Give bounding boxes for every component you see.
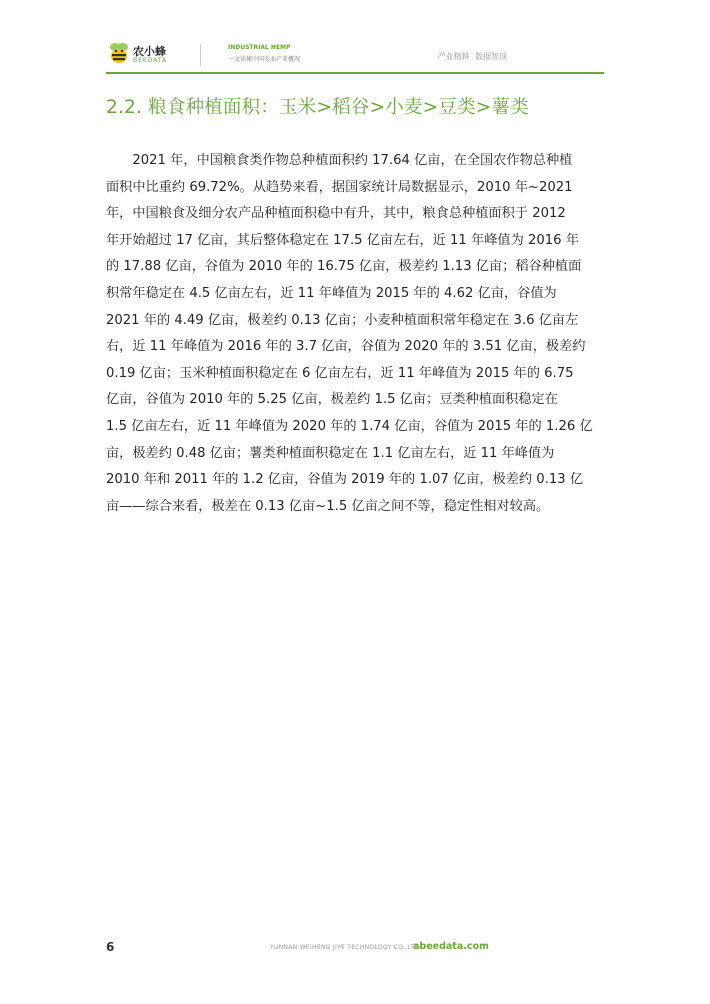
paragraph-line: 面积中比重约 69.72%。从趋势来看，据国家统计局数据显示，2010 年~2021 — [106, 179, 573, 195]
footer-website-link[interactable]: abeedata.com — [413, 941, 489, 952]
page-header — [0, 0, 710, 80]
logo-chinese-name: 农小蜂 — [133, 45, 166, 58]
paragraph-line: 年开始超过 17 亿亩，其后整体稳定在 17.5 亿亩左右，近 11 年峰值为 2016 年 — [106, 232, 579, 248]
footer-company-name: YUNNAN WEIHENG JIYE TECHNOLOGY CO.,LTD. — [270, 944, 422, 951]
paragraph-line: 年，中国粮食及细分农产品种植面积稳中有升，其中，粮食总种植面积于 2012 — [106, 206, 566, 222]
section-title: 2.2. 粮食种植面积：玉米>稻谷>小麦>豆类>薯类 — [106, 97, 529, 118]
paragraph-line: 0.19 亿亩；玉米种植面积稳定在 6 亿亩左右，近 11 年峰值为 2015 年的 6.75 — [106, 365, 574, 381]
paragraph-line: 2021 年的 4.49 亿亩，极差约 0.13 亿亩；小麦种植面积常年稳定在 3.6 亿亩左 — [106, 312, 579, 328]
body-paragraph — [106, 148, 606, 520]
page-footer — [0, 940, 710, 970]
header-report-subtitle: 一文读懂中国农业产业概况 — [228, 56, 301, 63]
paragraph-line: 的 17.88 亿亩，谷值为 2010 年的 16.75 亿亩，极差约 1.13 亿亩；稻谷种植面 — [106, 259, 582, 275]
page-number: 6 — [106, 940, 115, 954]
logo-english-name: BEEDATA — [133, 57, 168, 64]
header-divider — [200, 44, 201, 66]
paragraph-line: 积常年稳定在 4.5 亿亩左右，近 11 年峰值为 2015 年的 4.62 亿亩，谷值为 — [106, 285, 557, 301]
paragraph-line: 1.5 亿亩左右，近 11 年峰值为 2020 年的 1.74 亿亩，谷值为 2015 年的 1.26 亿 — [106, 418, 593, 434]
header-rule — [106, 72, 604, 74]
beedata-logo — [106, 40, 186, 70]
header-slogan: 产业精耕 数据智现 — [437, 52, 507, 61]
paragraph-line: 亩，极差约 0.48 亿亩；薯类种植面积稳定在 1.1 亿亩左右，近 11 年峰值为 — [106, 445, 555, 461]
paragraph-line: 右，近 11 年峰值为 2016 年的 3.7 亿亩，谷值为 2020 年的 3.51 亿亩，极差约 — [106, 339, 586, 355]
bee-icon — [106, 40, 132, 66]
paragraph-line: 亩——综合来看，极差在 0.13 亿亩~1.5 亿亩之间不等，稳定性相对较高。 — [106, 498, 550, 514]
paragraph-line: 2021 年，中国粮食类作物总种植面积约 17.64 亿亩，在全国农作物总种植 — [106, 153, 573, 168]
paragraph-line: 2010 年和 2011 年的 1.2 亿亩，谷值为 2019 年的 1.07 亿亩，极差约 0.13 亿 — [106, 472, 584, 488]
paragraph-line: 亿亩，谷值为 2010 年的 5.25 亿亩，极差约 1.5 亿亩；豆类种植面积稳定在 — [106, 392, 558, 408]
header-report-label: INDUSTRIAL HEMP — [228, 44, 291, 51]
